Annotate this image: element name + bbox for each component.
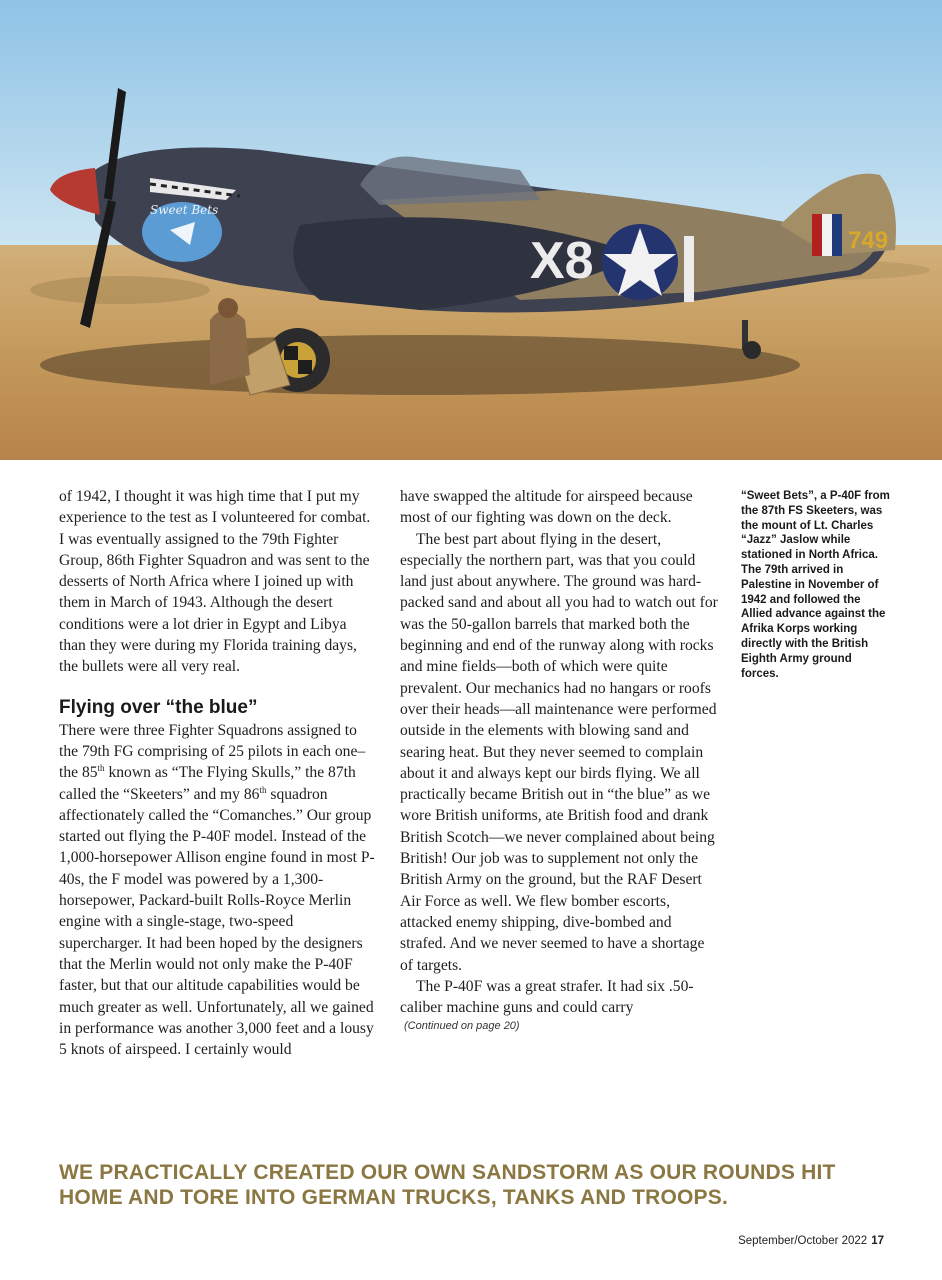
p40-aircraft-photo [0, 0, 942, 460]
continued-note: (Continued on page 20) [404, 1020, 520, 1033]
fuselage-code: X8 [530, 232, 594, 290]
folio [738, 1235, 884, 1247]
tail-number: 749 [848, 227, 889, 254]
pull-quote: WE PRACTICALLY CREATED OUR OWN SANDSTORM AS OUR ROUNDS HIT HOME AND TORE INTO GERMAN TRUCKS, TANKS AND TROOPS. [59, 1161, 836, 1209]
paragraph: The best part about flying in the desert, especially the northern part, was that you could land just about anywhere. The ground was hard-packed sand and about all you had to watch out for was the 50-gallon barrels that marked both the beginning and end of the runway along with rocks and mine fields—both of which were quite prevalent. Our mechanics had no hangars or roofs over their heads—all maintenance were performed outside in the elements with blowing sand and searing heat. But they never seemed to complain about it and always kept our birds flying. We all practically became British out in “the blue” as we wore British uniforms, ate British food and drank British Scotch—we never complained about being British! Our job was to supplement not only the British Army on the ground, but the RAF Desert Air Force as well. We flew bomber escorts, attacked enemy shipping, dive-bombed and strafed. And we never seemed to have a shortage of targets. [400, 530, 718, 974]
page-number: 17 [871, 1235, 884, 1247]
column-2 [400, 486, 718, 1034]
text-run: known as “The Flying Skulls,” the 87th called the “Skeeters” and my 86 [59, 764, 356, 803]
issue-date: September/October 2022 [738, 1235, 868, 1247]
aircraft-photo [0, 0, 942, 460]
text-run: There were three Fighter Squadrons assigned to the 79th FG comprising of 25 pilots in each one–the 85 [59, 721, 366, 782]
photo-caption: “Sweet Bets”, a P-40F from the 87th FS Skeeters, was the mount of Lt. Charles “Jazz” Jaslow while stationed in North Africa. The 79th arrived in Palestine in November of 1942 and followed the Allied advance against the Afrika Korps working directly with the British Eighth Army ground forces. [741, 490, 890, 680]
paragraph: The P-40F was a great strafer. It had six .50-caliber machine guns and could carry [400, 977, 694, 1017]
nose-art-text: Sweet Bets [150, 203, 219, 217]
superscript: th [259, 784, 267, 795]
text-run: squadron affectionately called the “Comanches.” Our group started out flying the P-40F model. Instead of the 1,000-horsepower Allison engine found in most P-40s, the F model was powered by a 1,300-horsepower, Packard-built Rolls-Royce Merlin engine with a single-stage, two-speed supercharger. It had been hoped by the designers that the Merlin would not only make the P-40F faster, but that our altitude capabilities would be much greater as well. Unfortunately, all we gained in performance was another 3,000 feet and a lousy 5 knots of airspeed. I certainly would [59, 785, 375, 1059]
subheading: Flying over “the blue” [59, 696, 258, 718]
aircraft-shadow [40, 335, 800, 395]
paragraph: of 1942, I thought it was high time that I put my experience to the test as I volunteered for combat. I was eventually assigned to the 79th Fighter Group, 86th Fighter Squadron and was sent to the desserts of North Africa where I joined up with them in March of 1943. Although the desert conditions were a lot drier in Egypt and Libya than they were during my Florida training days, the bullets were all very real. [59, 488, 371, 676]
tail-wheel [743, 341, 761, 359]
mechanic [210, 310, 250, 385]
column-1 [59, 486, 377, 1060]
superscript: th [97, 763, 105, 774]
paragraph: have swapped the altitude for airspeed because most of our fighting was down on the deck. [400, 488, 693, 527]
paragraph [59, 720, 377, 1061]
